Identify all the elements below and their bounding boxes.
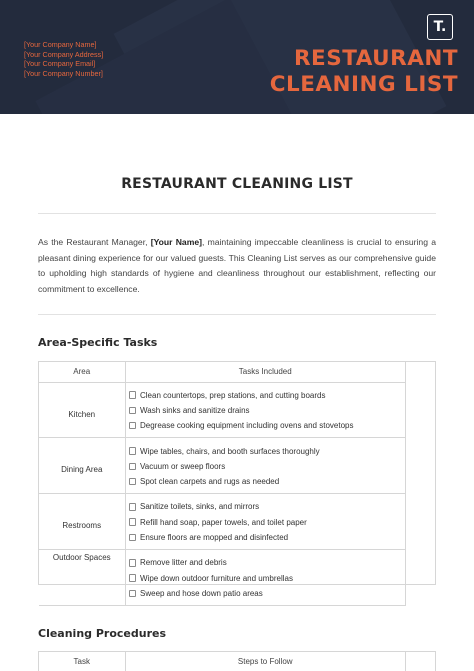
table-row xyxy=(39,550,406,606)
task-item xyxy=(129,530,406,545)
task-label: Wash sinks and sanitize drains xyxy=(140,405,250,415)
task-checkbox[interactable] xyxy=(129,478,137,486)
task-checkbox[interactable] xyxy=(129,391,137,399)
task-checkbox[interactable] xyxy=(129,447,137,455)
task-item xyxy=(129,388,406,403)
task-item xyxy=(129,570,406,585)
task-label: Refill hand soap, paper towels, and toilet paper xyxy=(140,517,307,527)
task-item xyxy=(129,459,406,474)
area-tasks-table xyxy=(38,361,436,598)
task-item xyxy=(129,403,406,418)
area-cell: Outdoor Spaces xyxy=(39,550,125,606)
task-item xyxy=(129,474,406,489)
area-cell: Restrooms xyxy=(39,494,125,550)
task-label: Spot clean carpets and rugs as needed xyxy=(140,477,280,487)
tasks-cell xyxy=(125,382,406,438)
task-label: Wipe down outdoor furniture and umbrellas xyxy=(140,573,293,583)
task-checkbox[interactable] xyxy=(129,422,137,430)
tasks-cell xyxy=(125,494,406,550)
task-checkbox[interactable] xyxy=(129,534,137,542)
tasks-cell xyxy=(125,438,406,494)
area-cell: Dining Area xyxy=(39,438,125,494)
task-item xyxy=(129,515,406,530)
document-title: RESTAURANT CLEANING LIST xyxy=(121,176,353,192)
divider xyxy=(38,314,436,315)
logo-icon: T. xyxy=(427,14,453,40)
area-tasks-heading: Area-Specific Tasks xyxy=(38,336,158,349)
divider xyxy=(38,213,436,214)
column-header-tasks: Tasks Included xyxy=(125,362,406,382)
intro-suffix: , maintaining impeccable cleanliness is crucial to ensuring a pleasant dining experience for our valued guests. This Cleaning List serves as our comprehensive guide to upholding high standards of hygiene and cleanliness throughout our establishment, reflecting our commitment to excellence. xyxy=(38,237,436,294)
task-label: Sanitize toilets, sinks, and mirrors xyxy=(140,502,260,512)
company-number: [Your Company Number] xyxy=(24,68,103,78)
company-info xyxy=(24,40,103,78)
task-item xyxy=(129,499,406,514)
area-cell: Kitchen xyxy=(39,382,125,438)
company-address: [Your Company Address] xyxy=(24,49,104,59)
table-row xyxy=(39,494,406,550)
intro-paragraph xyxy=(38,235,436,297)
column-header-area: Area xyxy=(39,362,125,382)
task-label: Degrease cooking equipment including ovens and stovetops xyxy=(140,421,354,431)
task-label: Sweep and hose down patio areas xyxy=(140,588,263,598)
column-header-task: Task xyxy=(39,652,125,671)
task-checkbox[interactable] xyxy=(129,503,137,511)
task-checkbox[interactable] xyxy=(129,518,137,526)
company-email: [Your Company Email] xyxy=(24,59,96,68)
procedures-heading: Cleaning Procedures xyxy=(38,627,167,640)
task-checkbox[interactable] xyxy=(129,559,137,567)
column-header-steps: Steps to Follow xyxy=(125,652,406,671)
procedures-table xyxy=(38,651,436,671)
task-label: Ensure floors are mopped and disinfected xyxy=(140,533,289,543)
task-checkbox[interactable] xyxy=(129,407,137,415)
manager-name-placeholder: [Your Name] xyxy=(150,237,202,247)
task-item xyxy=(129,443,406,458)
task-item xyxy=(129,418,406,433)
task-checkbox[interactable] xyxy=(129,590,137,598)
task-label: Wipe tables, chairs, and booth surfaces thoroughly xyxy=(140,446,320,456)
header-title xyxy=(198,46,458,98)
company-name: [Your Company Name] xyxy=(24,40,97,49)
task-label: Clean countertops, prep stations, and cutting boards xyxy=(140,390,326,400)
task-item xyxy=(129,555,406,570)
table-row xyxy=(39,382,406,438)
intro-prefix: As the Restaurant Manager, xyxy=(38,237,151,247)
task-label: Remove litter and debris xyxy=(140,558,227,568)
header-title-line2: CLEANING LIST xyxy=(269,72,458,97)
table-row xyxy=(39,438,406,494)
document-header xyxy=(0,0,474,114)
tasks-cell xyxy=(125,550,406,606)
task-label: Vacuum or sweep floors xyxy=(140,461,226,471)
task-checkbox[interactable] xyxy=(129,574,137,582)
header-title-line1: RESTAURANT xyxy=(293,46,458,71)
task-item xyxy=(129,586,406,601)
task-checkbox[interactable] xyxy=(129,463,137,471)
